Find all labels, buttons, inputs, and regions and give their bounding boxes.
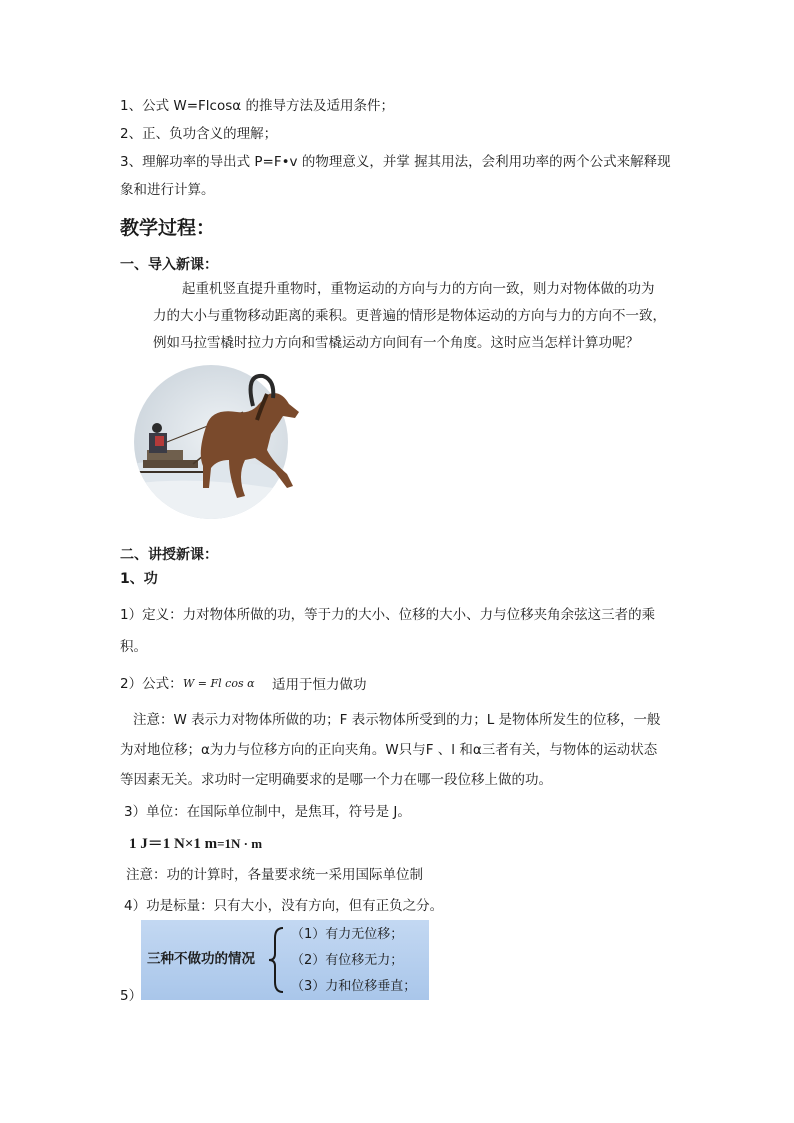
intro-line-3: 例如马拉雪橇时拉力方向和雪橇运动方向间有一个角度。这时应当怎样计算功呢？ bbox=[153, 335, 639, 351]
no-work-case-1: （1）有力无位移； bbox=[291, 927, 404, 942]
unit-line: 3）单位：在国际单位制中，是焦耳，符号是 J。 bbox=[124, 804, 411, 820]
left-brace-icon bbox=[265, 924, 287, 996]
work-subheading: 1、功 bbox=[120, 571, 158, 587]
goal-line-3-cont: 象和进行计算。 bbox=[120, 182, 215, 198]
no-work-cases-box bbox=[141, 920, 429, 1000]
definition-line-1: 1）定义：力对物体所做的功，等于力的大小、位移的大小、力与位移夹角余弦这三者的乘 bbox=[120, 607, 656, 623]
unit-equation-main: 1 J＝1 N×1 m bbox=[129, 836, 218, 852]
no-work-case-3: （3）力和位移垂直； bbox=[291, 979, 417, 994]
formula-note: 适用于恒力做功 bbox=[272, 677, 367, 693]
work-formula: W = Fl cos α bbox=[183, 677, 255, 690]
formula-label: 2）公式： bbox=[120, 676, 183, 692]
intro-line-2: 力的大小与重物移动距离的乘积。更普遍的情形是物体运动的方向与力的方向不一致， bbox=[153, 308, 666, 324]
goal-line-2: 2、正、负功含义的理解； bbox=[120, 126, 278, 142]
unit-equation bbox=[129, 832, 262, 853]
horse-sleigh-photo bbox=[133, 364, 309, 520]
item-5-label: 5） bbox=[120, 988, 143, 1004]
note-line-2: 为对地位移；α为力与位移方向的正向夹角。W只与F 、l 和α三者有关，与物体的运动状态 bbox=[120, 742, 658, 758]
no-work-case-2: （2）有位移无力； bbox=[291, 953, 404, 968]
intro-line-1: 起重机竖直提升重物时，重物运动的方向与力的方向一致，则力对物体做的功为 bbox=[182, 281, 655, 297]
unit-equation-tail: =1N · m bbox=[217, 836, 263, 851]
process-heading: 教学过程： bbox=[120, 217, 216, 239]
note-line-3: 等因素无关。求功时一定明确要求的是哪一个力在哪一段位移上做的功。 bbox=[120, 772, 552, 788]
intro-heading: 一、导入新课： bbox=[120, 257, 218, 273]
definition-line-2: 积。 bbox=[120, 639, 147, 655]
goal-line-3: 3、理解功率的导出式 P=F•v 的物理意义，并掌 握其用法，会利用功率的两个公式来解释现 bbox=[120, 154, 671, 170]
lecture-heading: 二、讲授新课： bbox=[120, 547, 218, 563]
scalar-line: 4）功是标量：只有大小，没有方向，但有正负之分。 bbox=[124, 898, 444, 914]
no-work-cases-title: 三种不做功的情况 bbox=[147, 951, 255, 967]
note-line-1: 注意：W 表示力对物体所做的功；F 表示物体所受到的力；L 是物体所发生的位移，一般 bbox=[133, 712, 661, 728]
unit-note: 注意：功的计算时，各量要求统一采用国际单位制 bbox=[126, 867, 423, 883]
goal-line-1: 1、公式 W=Flcosα 的推导方法及适用条件； bbox=[120, 98, 394, 114]
